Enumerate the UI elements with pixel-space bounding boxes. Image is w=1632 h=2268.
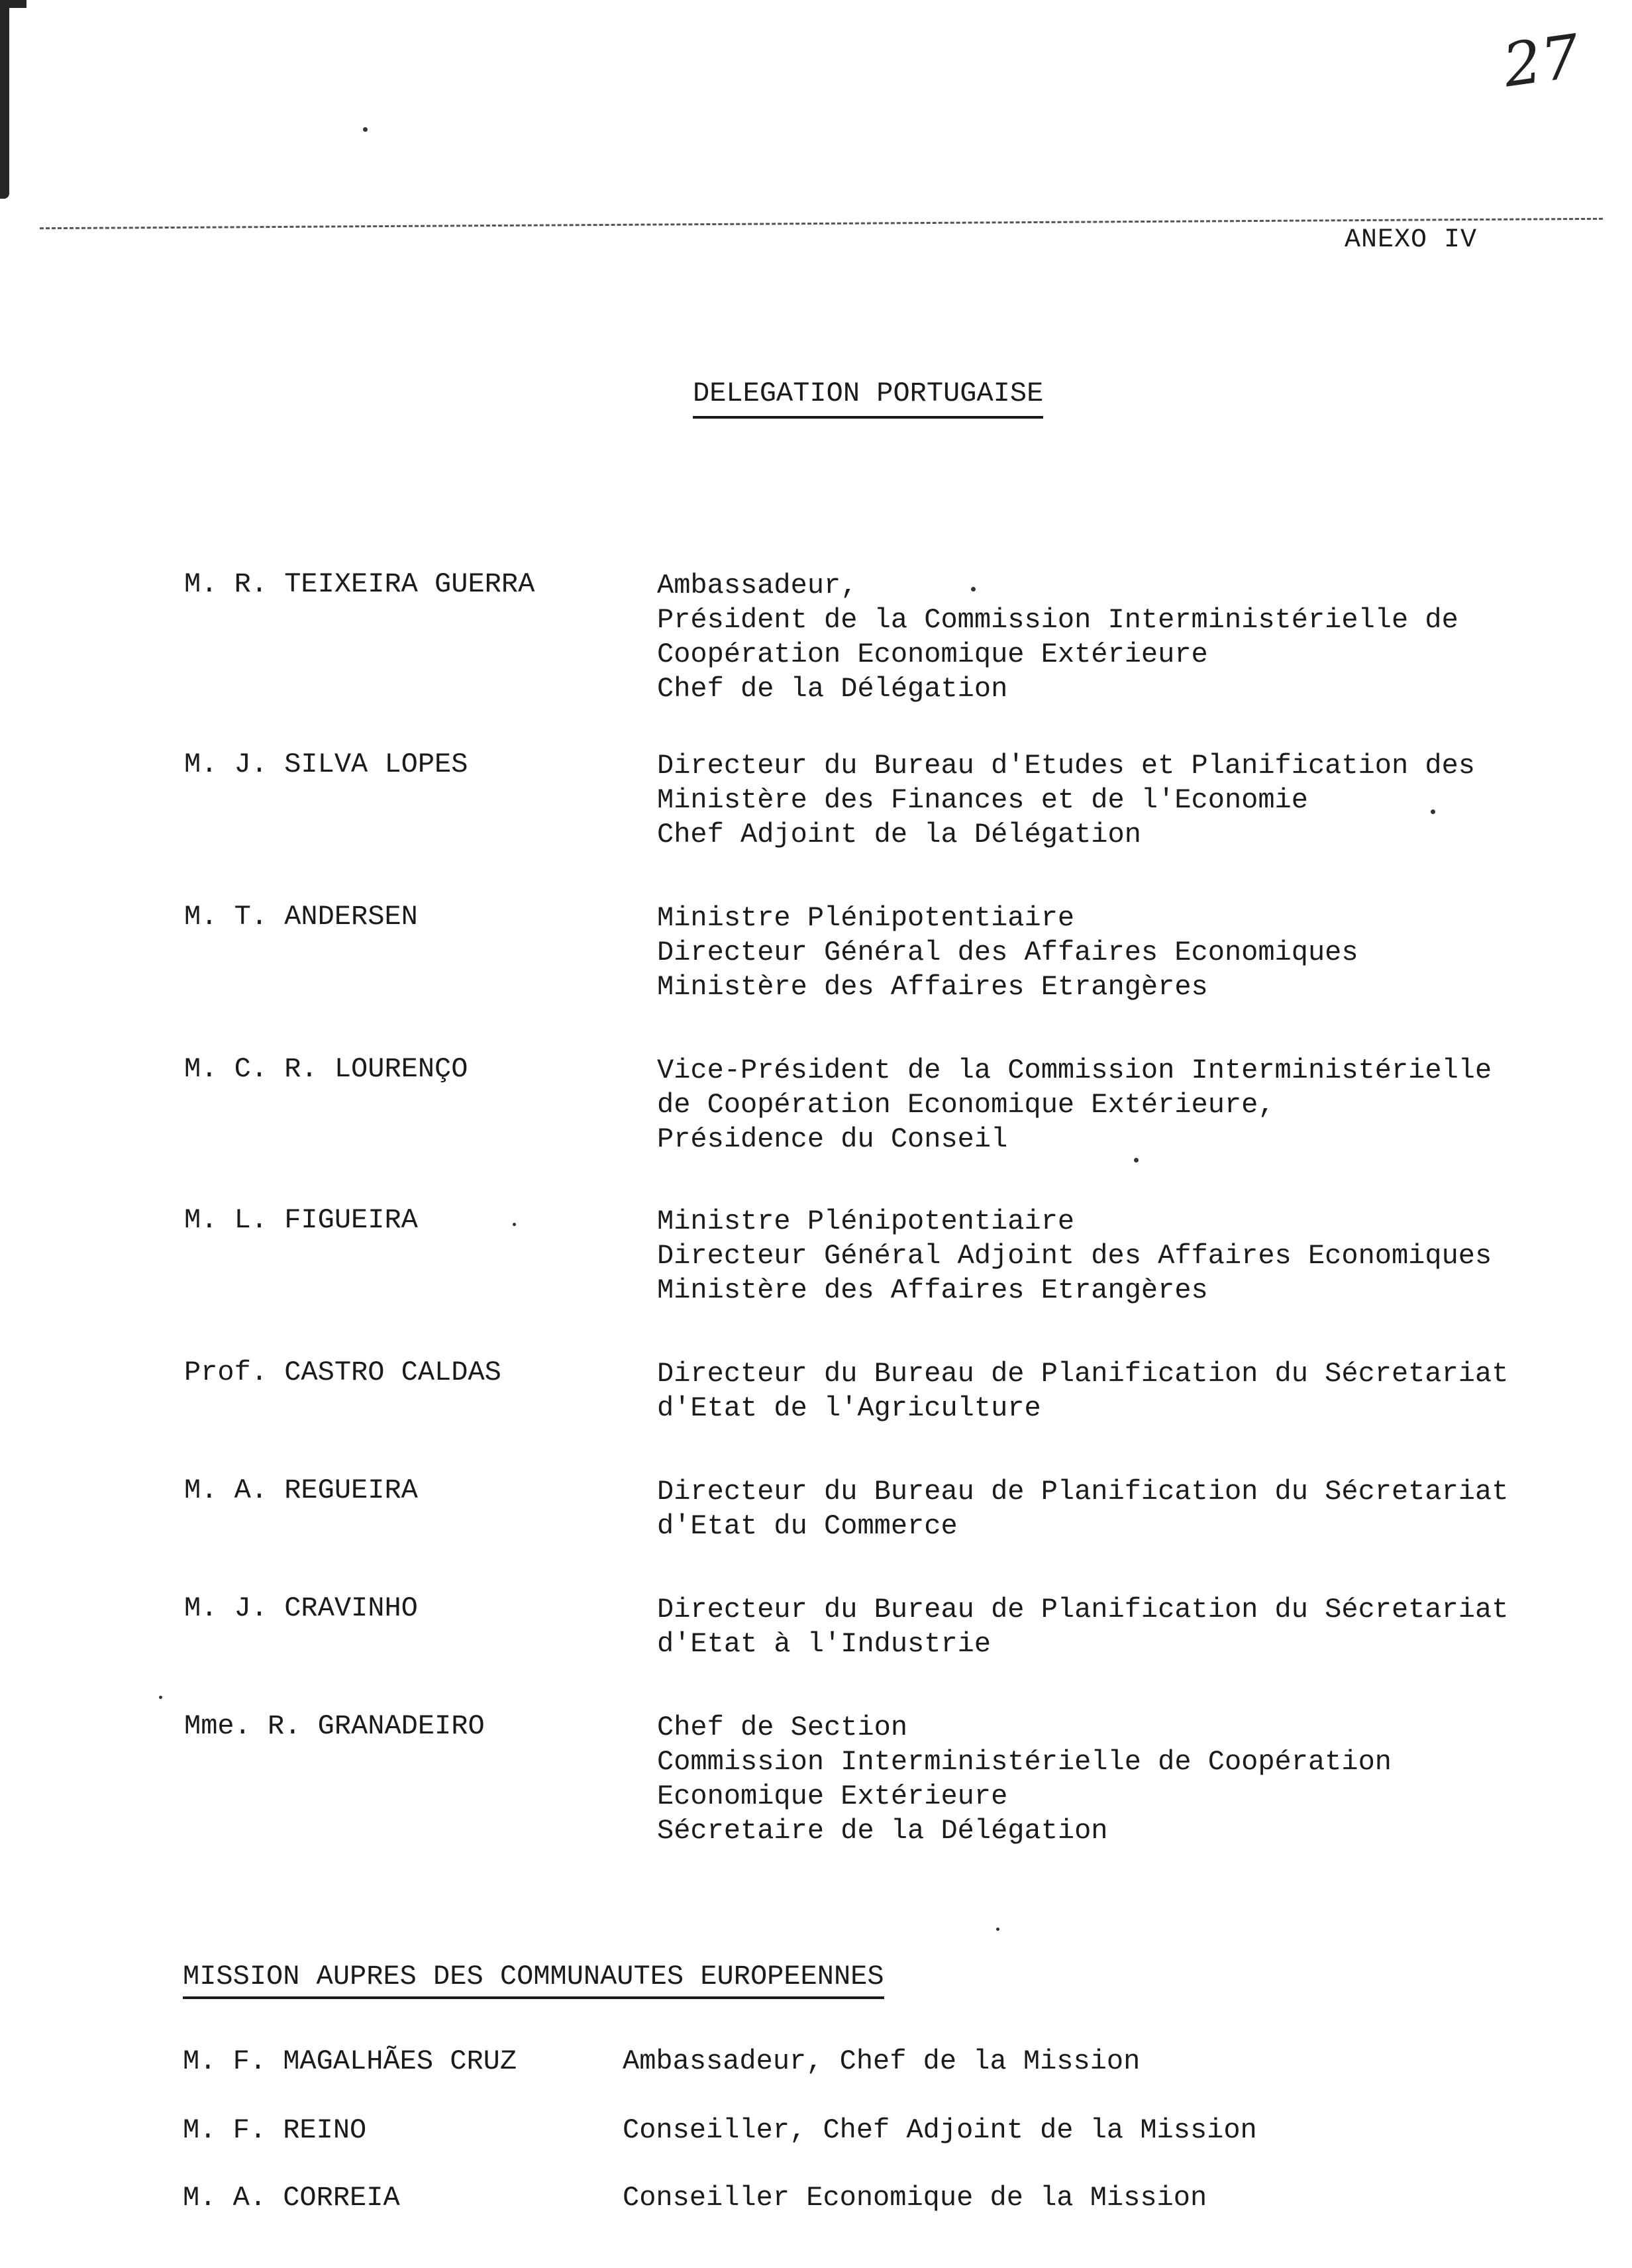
delegate-name: M. C. R. LOURENÇO [184,1053,468,1085]
role-line: d'Etat du Commerce [657,1510,958,1542]
mission-member-role: Conseiller Economique de la Mission [623,2182,1207,2214]
scan-speck [1431,809,1435,814]
delegate-role [657,748,1475,852]
delegate-role [657,1710,1392,1848]
page-title: DELEGATION PORTUGAISE [693,378,1043,419]
delegate-role [657,568,1458,706]
delegate-name: M. R. TEIXEIRA GUERRA [184,568,535,600]
role-line: d'Etat à l'Industrie [657,1628,992,1660]
mission-member-name: M. F. MAGALHÃES CRUZ [183,2045,517,2077]
scan-speck [159,1696,162,1699]
scan-speck [1134,1158,1139,1162]
delegate-role [657,1592,1508,1661]
role-line: Sécretaire de la Délégation [657,1815,1108,1847]
delegate-name: M. J. CRAVINHO [184,1592,418,1624]
role-line: Ambassadeur, [657,570,858,601]
delegate-role [657,1474,1508,1543]
scan-edge-mark [0,0,9,199]
role-line: Présidence du Conseil [657,1123,1008,1155]
role-line: Directeur du Bureau de Planification du Sécretariat [657,1358,1509,1390]
mission-member-role: Conseiller, Chef Adjoint de la Mission [623,2114,1257,2146]
handwritten-page-number: 27 [1499,21,1584,101]
scan-edge-mark-top [0,0,26,8]
scan-speck [996,1928,999,1931]
role-line: Chef de Section [657,1712,908,1743]
role-line: Directeur du Bureau d'Etudes et Planification des [657,750,1476,782]
mission-member-role: Ambassadeur, Chef de la Mission [623,2045,1141,2077]
role-line: Président de la Commission Interministérielle de [657,604,1458,636]
delegate-name: M. T. ANDERSEN [184,901,418,933]
role-line: Chef Adjoint de la Délégation [657,819,1141,850]
role-line: Ministre Plénipotentiaire [657,1206,1075,1237]
role-line: Commission Interministérielle de Coopération [657,1746,1392,1778]
role-line: Directeur Général Adjoint des Affaires Economiques [657,1240,1492,1272]
annex-label: ANEXO IV [1345,225,1478,255]
delegate-name: Mme. R. GRANADEIRO [184,1710,485,1742]
role-line: Ministre Plénipotentiaire [657,902,1075,934]
delegate-name: M. J. SILVA LOPES [184,748,468,780]
role-line: d'Etat de l'Agriculture [657,1392,1041,1424]
role-line: Economique Extérieure [657,1780,1008,1812]
delegate-role [657,1053,1492,1157]
role-line: Coopération Economique Extérieure [657,639,1208,670]
role-line: Vice-Président de la Commission Interministérielle [657,1055,1492,1086]
role-line: Ministère des Finances et de l'Economie [657,784,1308,816]
role-line: Directeur du Bureau de Planification du Sécretariat [657,1594,1509,1625]
delegate-name: M. L. FIGUEIRA [184,1204,418,1236]
role-line: Directeur Général des Affaires Economiques [657,937,1358,968]
role-line: Chef de la Délégation [657,673,1008,705]
delegate-name: M. A. REGUEIRA [184,1474,418,1506]
scan-speck [971,587,976,592]
role-line: Ministère des Affaires Etrangères [657,971,1208,1003]
role-line: Directeur du Bureau de Planification du Sécretariat [657,1476,1509,1508]
role-line: Ministère des Affaires Etrangères [657,1274,1208,1306]
delegate-role [657,901,1358,1004]
role-line: de Coopération Economique Extérieure, [657,1089,1275,1121]
mission-section-title: MISSION AUPRES DES COMMUNAUTES EUROPEENNES [183,1961,884,1999]
mission-member-name: M. F. REINO [183,2114,367,2146]
scan-speck [513,1223,516,1226]
delegate-role [657,1204,1492,1308]
scan-speck [363,127,368,132]
mission-member-name: M. A. CORREIA [183,2182,400,2214]
delegate-name: Prof. CASTRO CALDAS [184,1357,501,1388]
delegate-role [657,1357,1508,1425]
